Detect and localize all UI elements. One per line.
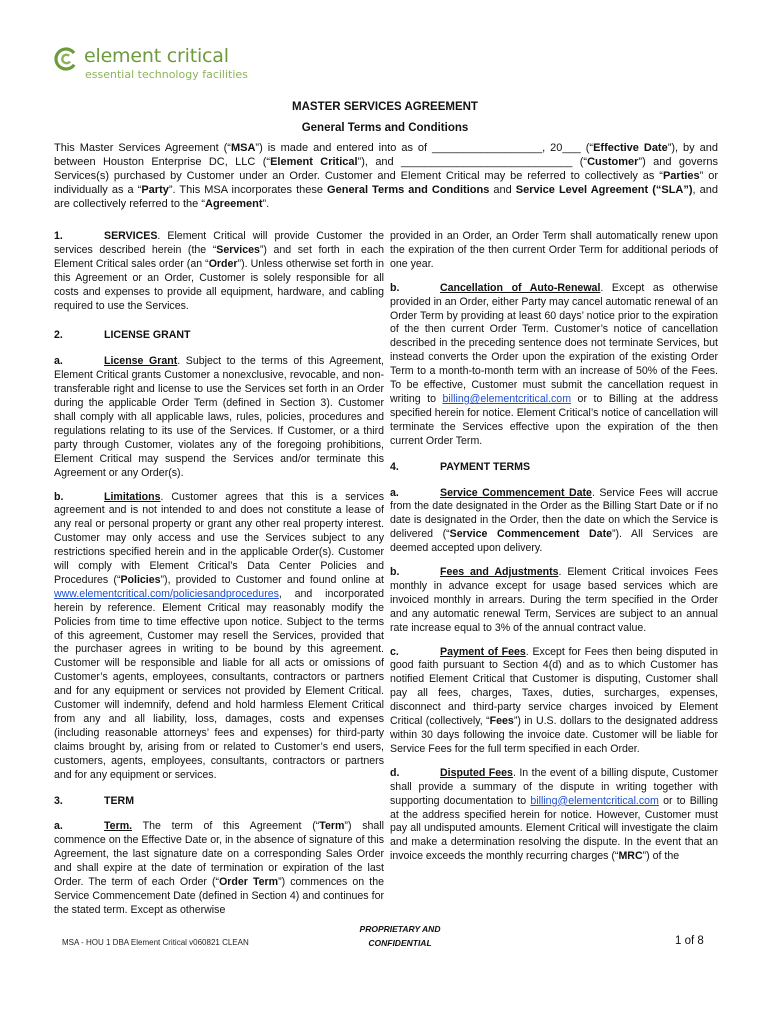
section-3a-continued: provided in an Order, an Order Term shall automatically renew upon the expiration of the then current Order Term for additional periods of one year. [390, 230, 718, 270]
company-logo [54, 45, 294, 85]
section-4c-payment-of-fees: c. Payment of Fees. Except for Fees then being disputed in good faith pursuant to Section 4(d) and as to which Customer has notified Element Critical that Customer is disputing, Customer shall pay all fees, charges, Taxes, duties, surcharges, expenses, disconnect and third-party service charges invoiced by Element Critical (collectively, “Fees”) in U.S. dollars to the designated address within 30 days following the invoice date. Customer will be liable for Service Fees for the full term specified in each Order. [390, 645, 718, 755]
document-title: MASTER SERVICES AGREEMENT [292, 101, 478, 113]
logo-name: element critical [84, 45, 229, 67]
section-3a-term: a. Term. The term of this Agreement (“Term”) shall commence on the Effective Date or, in the absence of signature of this Agreement, the last signature date on a corresponding Sales Order and shall expire at the date of termination or expiration of the last Order. The term of each Order (“Order Term”) commences on the Service Commencement Date (defined in Section 4) and continues for the stated term. Except as otherwise [54, 820, 384, 916]
page-number: 1 of 8 [675, 935, 704, 947]
section-4b-fees-adjustments: b. Fees and Adjustments. Element Critical invoices Fees monthly in advance except for usage based services which are invoiced monthly in arrears. During the term specified in the Order and any automatic renewal Term, Services are subject to an annual rate increase equal to 3% of the annual contract value. [390, 566, 718, 634]
left-column [54, 230, 384, 928]
section-4-heading: 4. PAYMENT TERMS [390, 460, 531, 473]
section-2b-limitations: b. Limitations. Customer agrees that this is a services agreement and is not intended to and does not constitute a lease of any real or personal property or grant any other real property interest. Customer may only access and use the Services subject to any restrictions specified herein and in the applicable Order(s). Customer will comply with Element Critical’s Data Center Policies and Procedures (“Policies”), provided to Customer and found online at www.elementcritical.com/policiesandprocedures, and incorporated herein by reference. Element Critical may reasonably modify the Policies from time to time effective upon notice. Subject to the terms of this agreement, Customer may resell the Services, provided that the purchaser agrees in writing to be bound by this agreement. Customer will be responsible and liable for all acts or omissions of Customer’s agents, employees, consultants, contractors or partners and for any equipment or services not provided by Element Critical. Customer will indemnify, defend and hold harmless Element Critical from any and all liability, loss, damages, costs and expenses (including reasonable attorneys’ fees and expenses) for third-party claims brought by, arising from or related to Customer’s end users, customers, agents, employees, consultants, contractors or partners and for any equipment or services. [54, 490, 384, 781]
section-3b-cancellation: b. Cancellation of Auto-Renewal. Except as otherwise provided in an Order, either Party may cancel automatic renewal of an Order Term by providing at least 60 days’ notice prior to the expiration of the then current Order Term. Customer’s notice of cancellation described in the preceding sentence does not terminate Services, but instead converts the Order upon the expiration of the existing Order Term to a month-to-month term with an increase of 50% of the Fees. To be effective, Customer must submit the cancellation request in writing to billing@elementcritical.com or to Billing at the address specified herein for notice. Element Critical’s notice of cancellation will terminate the Services effective upon the expiration of the then current Order Term. [390, 281, 718, 447]
footer-confidential: PROPRIETARY AND CONFIDENTIAL [359, 924, 441, 948]
section-4d-disputed-fees: d. Disputed Fees. In the event of a billing dispute, Customer shall provide a summary of the dispute in writing together with supporting documentation to billing@elementcritical.com or to Billing at the address specified herein for notice. However, Customer must pay all undisputed amounts. Element Critical will investigate the claim and make a determination resolving the dispute. In the event that an invoice exceeds the monthly recurring charges (“MRC”) of the [390, 766, 718, 863]
intro-paragraph: This Master Services Agreement (“MSA”) is made and entered into as of __________________, 20___ (“Effective Date”), by and between Houston Enterprise DC, LLC (“Element Critical”), and ____________________________ (“Customer”) and governs Services(s) purchased by Customer under an Order. Customer and Element Critical may be referred to collectively as “Parties” or individually as a “Party”. This MSA incorporates these General Terms and Conditions and Service Level Agreement (“SLA”), and are collectively referred to the “Agreement”. [54, 142, 719, 210]
billing-email-link-2[interactable]: billing@elementcritical.com [530, 794, 659, 807]
element-critical-logo-icon [54, 47, 78, 71]
section-4a-service-commencement: a. Service Commencement Date. Service Fees will accrue from the date designated in the Order as the Billing Start Date or if no date is designated in the Order, then the date on which the Service is delivered (“Service Commencement Date”). All Services are deemed accepted upon delivery. [390, 486, 719, 555]
section-2a-license-grant: a. License Grant. Subject to the terms of this Agreement, Element Critical grants Customer a nonexclusive, revocable, and non-transferable right and license to use the Services set forth in an Order during the applicable Order Term (defined in Section 3). Customer shall comply with all applicable laws, rules, policies, procedures and regulations relating to its use of the Services. If Customer, or a third party through Customer, violates any of the foregoing prohibitions, Element Critical may suspend the Services and/or terminate this Agreement or any Order(s). [54, 355, 384, 479]
policies-link[interactable]: www.elementcritical.com/policiesandprocedures [54, 587, 279, 600]
billing-email-link[interactable]: billing@elementcritical.com [442, 392, 572, 405]
footer-document-id: MSA - HOU 1 DBA Element Critical v060821 CLEAN [62, 938, 249, 947]
logo-tagline: essential technology facilities [85, 68, 248, 81]
section-1-services: 1. SERVICES. Element Critical will provide Customer the services described herein (the “Services”) and set forth in each Element Critical sales order (an “Order”). Unless otherwise set forth in this Agreement or an Order, Customer is solely responsible for all costs and expenses to provide all equipment, hardware, and cabling required to use the Services. [54, 230, 385, 312]
section-3-heading: 3. TERM [54, 794, 135, 807]
document-subtitle: General Terms and Conditions [301, 122, 469, 134]
section-2-heading: 2. LICENSE GRANT [54, 329, 191, 342]
right-column [390, 230, 718, 874]
